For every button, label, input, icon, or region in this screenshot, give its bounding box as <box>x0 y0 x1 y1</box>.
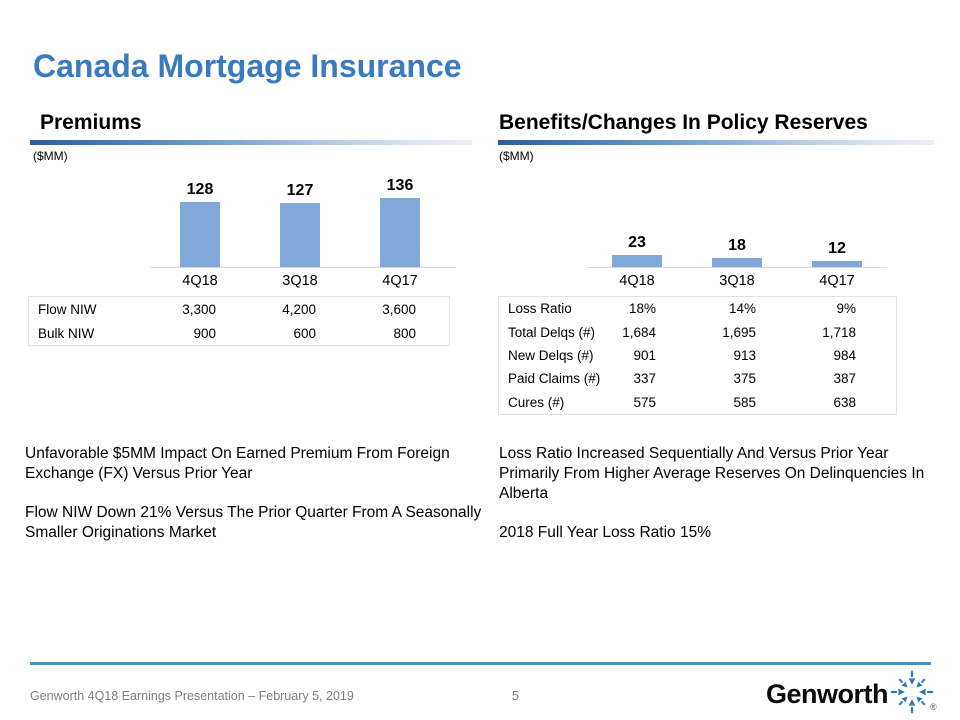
note-paragraph: Unfavorable $5MM Impact On Earned Premium From Foreign Exchange (FX) Versus Prior Year <box>25 445 450 482</box>
cell-4q17: 800 <box>393 325 416 341</box>
category-label: 4Q18 <box>619 273 655 289</box>
footer-divider-line <box>30 662 931 665</box>
benefits-notes <box>499 444 944 562</box>
cell-4q17: 984 <box>833 347 856 363</box>
page-number: 5 <box>512 689 519 703</box>
benefits-heading: Benefits/Changes In Policy Reserves <box>499 111 868 134</box>
footer-presentation-label: Genworth 4Q18 Earnings Presentation – February 5, 2019 <box>30 689 354 703</box>
genworth-logo <box>766 674 934 714</box>
bar-value-label: 12 <box>828 240 846 257</box>
benefits-heading-rule <box>498 140 934 145</box>
cell-4q18: 337 <box>633 371 656 387</box>
cell-4q18: 900 <box>193 325 216 341</box>
row-label: Cures (#) <box>508 394 565 410</box>
benefits-units-label: ($MM) <box>499 149 534 163</box>
category-label: 4Q18 <box>182 273 218 289</box>
premiums-bar-group-4q18 <box>150 182 250 267</box>
row-label: Paid Claims (#) <box>508 371 601 387</box>
registered-trademark-symbol: ® <box>930 702 937 712</box>
bar-value-label: 128 <box>186 181 214 198</box>
bar-value-label: 18 <box>728 237 746 254</box>
category-label: 4Q17 <box>819 273 855 289</box>
row-label: Loss Ratio <box>508 301 572 317</box>
bar <box>280 203 320 267</box>
genworth-logo-text: Genworth <box>766 678 888 709</box>
bar-value-label: 127 <box>286 182 314 199</box>
bar <box>712 258 762 267</box>
premiums-heading-rule <box>30 140 472 145</box>
cell-4q18: 1,684 <box>622 324 656 340</box>
row-label: Flow NIW <box>38 301 97 317</box>
premiums-table <box>28 296 450 346</box>
cell-4q17: 638 <box>833 394 856 410</box>
premiums-units-label: ($MM) <box>33 149 68 163</box>
benefits-bar-chart <box>587 176 887 268</box>
cell-4q18: 901 <box>633 347 656 363</box>
cell-4q17: 9% <box>836 301 856 317</box>
cell-4q18: 575 <box>633 394 656 410</box>
table-row <box>499 297 896 320</box>
benefits-bar-group-4q17 <box>787 241 887 267</box>
table-row <box>499 367 896 390</box>
table-row <box>499 320 896 343</box>
cell-3q18: 14% <box>728 301 756 317</box>
row-label: Bulk NIW <box>38 325 95 341</box>
table-row <box>499 391 896 414</box>
category-label: 3Q18 <box>719 273 755 289</box>
bar <box>380 198 420 267</box>
cell-3q18: 600 <box>293 325 316 341</box>
row-label: New Delqs (#) <box>508 347 594 363</box>
bar <box>612 255 662 267</box>
premiums-heading: Premiums <box>40 111 142 134</box>
cell-4q18: 3,300 <box>182 301 216 317</box>
table-row <box>29 297 449 321</box>
cell-3q18: 375 <box>733 371 756 387</box>
benefits-bar-group-4q18 <box>587 235 687 267</box>
cell-4q17: 3,600 <box>382 301 416 317</box>
note-paragraph: Flow NIW Down 21% Versus The Prior Quarter From A Seasonally Smaller Originations Market <box>25 504 482 541</box>
row-label: Total Delqs (#) <box>508 324 596 340</box>
cell-3q18: 913 <box>733 347 756 363</box>
table-row <box>499 344 896 367</box>
benefits-table <box>498 296 897 415</box>
note-paragraph: 2018 Full Year Loss Ratio 15% <box>499 524 711 541</box>
cell-3q18: 585 <box>733 394 756 410</box>
benefits-category-axis <box>587 273 887 289</box>
cell-4q18: 18% <box>628 301 656 317</box>
bar-value-label: 23 <box>628 234 646 251</box>
premiums-bar-chart <box>150 176 456 268</box>
category-label: 3Q18 <box>282 273 318 289</box>
benefits-bar-group-3q18 <box>687 238 787 267</box>
premiums-bar-group-3q18 <box>250 183 350 267</box>
cell-4q17: 1,718 <box>822 324 856 340</box>
bar <box>812 261 862 267</box>
slide-title: Canada Mortgage Insurance <box>33 48 462 84</box>
snowflake-starburst-icon <box>890 670 934 714</box>
premiums-notes <box>25 444 485 562</box>
premiums-category-axis <box>150 273 456 289</box>
premiums-bar-group-4q17 <box>350 178 450 267</box>
table-row <box>29 321 449 345</box>
bar-value-label: 136 <box>386 177 414 194</box>
cell-3q18: 1,695 <box>722 324 756 340</box>
cell-3q18: 4,200 <box>282 301 316 317</box>
bar <box>180 202 220 267</box>
category-label: 4Q17 <box>382 273 418 289</box>
cell-4q17: 387 <box>833 371 856 387</box>
note-paragraph: Loss Ratio Increased Sequentially And Versus Prior Year Primarily From Higher Average Reserves On Delinquencies In Alberta <box>499 445 925 502</box>
